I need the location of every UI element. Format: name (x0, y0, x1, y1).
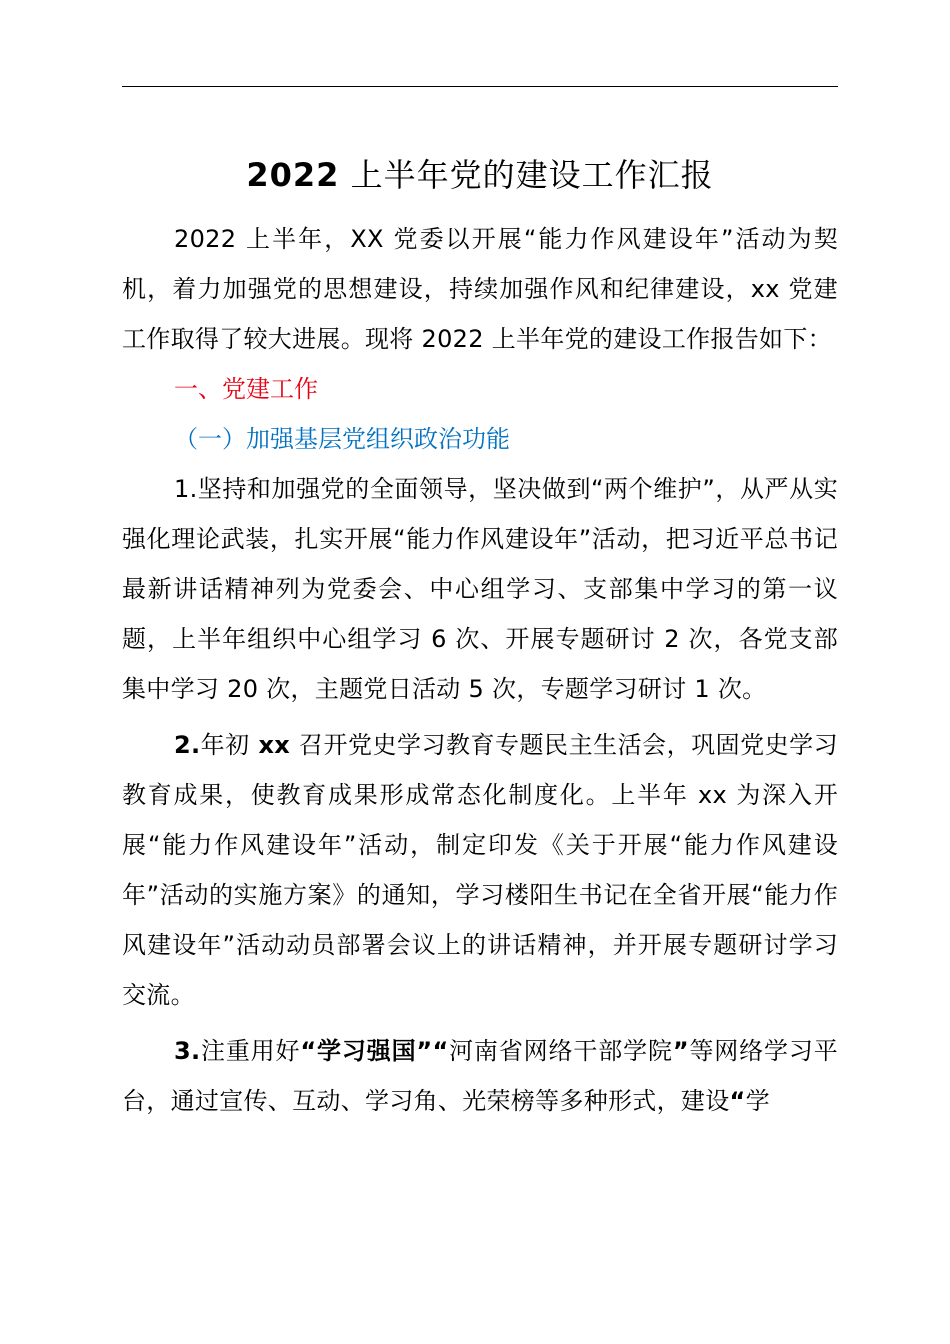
item-1-paragraph (122, 464, 838, 714)
item-3-quote-close: ” (672, 1037, 689, 1065)
title-year: 2022 (246, 156, 340, 194)
item-2-text: 召开党史学习教育专题民主生活会，巩固党史学习教育成果，使教育成果形成常态化制度化。上半年 xx 为深入开展“能力作风建设年”活动，制定印发《关于开展“能力作风建设年”活动的实施方案》的通知，学习楼阳生书记在全省开展“能力作风建设年”活动动员部署会议上的讲话精神，并开展专题研讨学习交流。 (122, 731, 838, 1009)
item-3-paragraph (122, 1026, 838, 1126)
item-3-quote-open-2: “ (729, 1087, 746, 1115)
item-2-paragraph (122, 720, 838, 1020)
item-3-tail: 学 (745, 1087, 770, 1115)
intro-paragraph: 2022 上半年，XX 党委以开展“能力作风建设年”活动为契机，着力加强党的思想建设，持续加强作风和纪律建设，xx 党建工作取得了较大进展。现将 2022 上半年党的建设工作报告如下： (122, 225, 838, 353)
item-3-mid: 河南省网络干部学院 (448, 1037, 673, 1065)
section-heading-party-building: 一、党建工作 (174, 375, 318, 403)
item-3-text: 等网络学习平台，通过宣传、互动、学习角、光荣榜等多种形式，建设 (122, 1037, 839, 1115)
title-text: 上半年党的建设工作汇报 (350, 156, 714, 194)
item-3-lead: 注重用好 (200, 1037, 301, 1065)
subsection-heading-grassroots: （一）加强基层党组织政治功能 (174, 425, 510, 453)
item-1-number: 1. (174, 475, 198, 503)
item-3-quote-open: “学习强国”“ (300, 1037, 449, 1065)
document-page (122, 140, 838, 1126)
header-rule (122, 86, 838, 87)
item-2-bold: xx (249, 731, 299, 759)
item-1-text: 坚持和加强党的全面领导，坚决做到“两个维护”，从严从实强化理论武装，扎实开展“能力作风建设年”活动，把习近平总书记最新讲话精神列为党委会、中心组学习、支部集中学习的第一议题，上半年组织中心组学习 6 次、开展专题研讨 2 次，各党支部集中学习 20 次，主题党日活动 5 次，专题学习研讨 1 次。 (122, 475, 838, 703)
item-2-number: 2. (174, 731, 201, 759)
item-3-number: 3. (174, 1037, 201, 1065)
item-2-lead: 年初 (200, 731, 250, 759)
document-title (122, 140, 838, 210)
